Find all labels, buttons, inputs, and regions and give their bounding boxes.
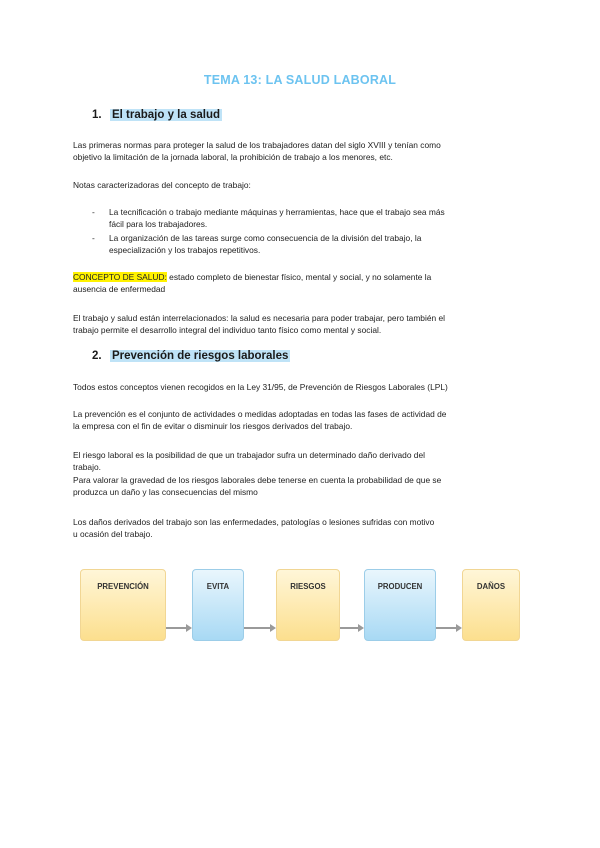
bullet-line: fácil para los trabajadores.	[109, 219, 208, 230]
diagram-box-riesgos: RIESGOS	[276, 569, 340, 641]
paragraph-risk	[73, 449, 535, 498]
bullet-dash: -	[92, 233, 95, 243]
paragraph-line: u ocasión del trabajo.	[73, 529, 153, 540]
paragraph-line: la empresa con el fin de evitar o disminuir los riesgos derivados del trabajo.	[73, 421, 353, 432]
health-concept-label: CONCEPTO DE SALUD:	[73, 272, 167, 282]
paragraph-line: Las primeras normas para proteger la salud de los trabajadores datan del siglo XVIII y tenían como	[73, 140, 441, 150]
section-2-heading	[92, 350, 290, 362]
arrow-icon	[340, 625, 364, 631]
paragraph-prevention	[73, 408, 535, 433]
arrow-icon	[436, 625, 462, 631]
arrow-icon	[166, 625, 192, 631]
bullet-line: especialización y los trabajos repetitivos.	[109, 245, 261, 256]
paragraph-line: Para valorar la gravedad de los riesgos laborales debe tenerse en cuenta la probabilidad de que se	[73, 474, 442, 485]
section-1-heading	[92, 109, 222, 121]
diagram-box-evita: EVITA	[192, 569, 244, 641]
paragraph-line: El trabajo y salud están interrelacionados: la salud es necesaria para poder trabajar, pero también el	[73, 313, 445, 323]
section-1-number: 1.	[92, 109, 102, 121]
paragraph-health-concept	[73, 271, 535, 296]
document-title: TEMA 13: LA SALUD LABORAL	[203, 73, 397, 87]
paragraph-line: produzca un daño y las consecuencias del mismo	[73, 486, 258, 497]
paragraph-line: objetivo la limitación de la jornada laboral, la prohibición de trabajo a los menores, etc.	[73, 152, 393, 163]
paragraph-line: El riesgo laboral es la posibilidad de que un trabajador sufra un determinado daño derivado del	[73, 450, 425, 460]
arrow-icon	[244, 625, 276, 631]
section-1-title: El trabajo y la salud	[112, 109, 221, 121]
bullet-line: La tecnificación o trabajo mediante máquinas y herramientas, hace que el trabajo sea más	[109, 207, 445, 217]
bullet-dash: -	[92, 207, 95, 217]
paragraph-law: Todos estos conceptos vienen recogidos en la Ley 31/95, de Prevención de Riesgos Laborales (LPL)	[73, 382, 448, 392]
health-concept-text: estado completo de bienestar físico, mental y social, y no solamente la	[166, 272, 432, 282]
paragraph-notes-intro: Notas caracterizadoras del concepto de trabajo:	[73, 180, 251, 190]
paragraph-work-health	[73, 312, 535, 337]
paragraph-line: La prevención es el conjunto de actividades o medidas adoptadas en todas las fases de actividad de	[73, 409, 447, 419]
bullet-line: La organización de las tareas surge como consecuencia de la división del trabajo, la	[109, 233, 422, 243]
paragraph-line: Los daños derivados del trabajo son las enfermedades, patologías o lesiones sufridas con motivo	[73, 517, 435, 527]
paragraph-line: ausencia de enfermedad	[73, 284, 166, 295]
paragraph-line: trabajo.	[73, 462, 101, 473]
diagram-box-producen: PRODUCEN	[364, 569, 436, 641]
diagram-box-danos: DAÑOS	[462, 569, 520, 641]
paragraph-history	[73, 139, 535, 164]
section-2-title: Prevención de riesgos laborales	[112, 350, 289, 362]
paragraph-line: trabajo permite el desarrollo integral del individuo tanto físico como mental y social.	[73, 325, 382, 336]
section-2-number: 2.	[92, 350, 102, 362]
diagram-box-prevencion: PREVENCIÓN	[80, 569, 166, 641]
paragraph-damages	[73, 516, 535, 541]
